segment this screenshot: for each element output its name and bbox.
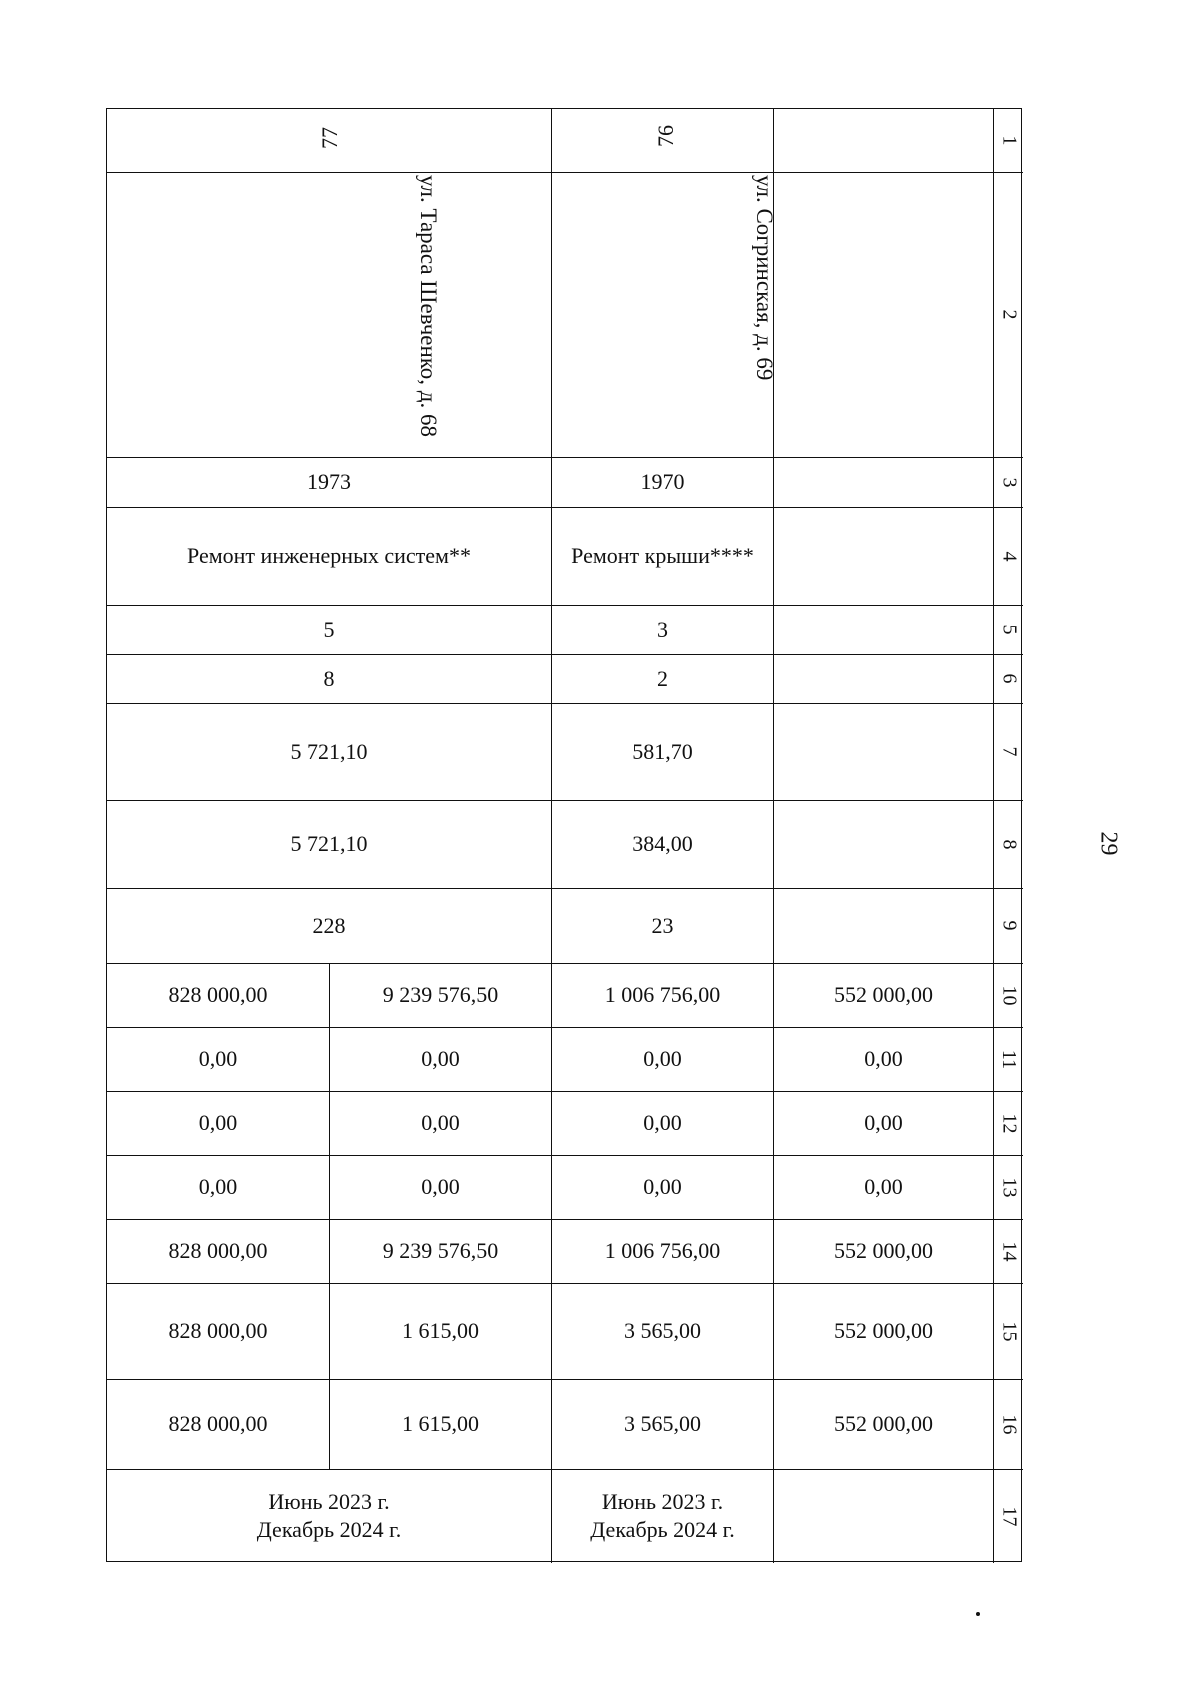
value-cell: 0,00 (198, 1046, 238, 1071)
area-living-76: 384,00 (632, 831, 693, 856)
value-cell: 3 565,00 (624, 1318, 701, 1343)
row-number: 15 (998, 1321, 1020, 1341)
capital-repair-table (106, 108, 1022, 1562)
row-number: 4 (998, 551, 1020, 561)
value-cell: 0,00 (198, 1174, 238, 1199)
value-cell: 552 000,00 (834, 1411, 933, 1436)
work-type-76: Ремонт крыши**** (571, 543, 754, 568)
value-cell: 0,00 (421, 1110, 460, 1135)
work-type-77: Ремонт инженерных систем** (187, 543, 471, 568)
residents-76: 23 (651, 912, 674, 938)
row-number: 2 (998, 309, 1020, 320)
period-77 (107, 1469, 551, 1563)
row-number: 5 (998, 624, 1020, 635)
row-number: 7 (998, 746, 1020, 757)
row-number: 6 (998, 673, 1020, 684)
value-cell: 0,00 (643, 1046, 682, 1071)
row-number: 13 (998, 1177, 1020, 1197)
value-cell: 0,00 (643, 1110, 682, 1135)
row-number: 9 (998, 920, 1020, 931)
value-cell: 0,00 (864, 1174, 903, 1199)
entrances-76: 2 (657, 665, 668, 691)
residents-77: 228 (312, 912, 346, 938)
period-end: Декабрь 2024 г. (256, 1517, 402, 1542)
item-number-76: 76 (653, 125, 678, 147)
address-76: ул. Согринская, д. 69 (752, 175, 777, 381)
period-end: Декабрь 2024 г. (590, 1517, 735, 1542)
value-cell: 0,00 (198, 1110, 238, 1135)
stray-dot (976, 1612, 980, 1616)
value-cell: 828 000,00 (168, 982, 268, 1007)
value-cell: 1 006 756,00 (604, 982, 721, 1007)
year-76: 1970 (640, 469, 685, 494)
row-number: 1 (998, 135, 1020, 146)
area-total-77: 5 721,10 (290, 738, 368, 764)
value-cell: 828 000,00 (168, 1318, 268, 1343)
area-living-77: 5 721,10 (290, 831, 368, 856)
period-start: Июнь 2023 г. (268, 1489, 390, 1514)
value-cell: 9 239 576,50 (382, 1238, 499, 1263)
item-number-77: 77 (317, 127, 342, 149)
row-number: 17 (998, 1506, 1020, 1526)
value-cell: 552 000,00 (834, 982, 933, 1007)
value-cell: 828 000,00 (168, 1238, 268, 1263)
floors-76: 3 (657, 616, 668, 642)
row-number: 10 (998, 985, 1020, 1005)
value-cell: 3 565,00 (624, 1411, 701, 1436)
value-cell: 0,00 (864, 1046, 903, 1071)
value-cell: 0,00 (421, 1046, 460, 1071)
period-76 (552, 1469, 773, 1563)
row-number: 3 (998, 477, 1020, 487)
row-number: 12 (998, 1113, 1020, 1133)
value-cell: 9 239 576,50 (382, 982, 499, 1007)
row-number: 14 (998, 1241, 1020, 1261)
value-cell: 828 000,00 (168, 1411, 268, 1436)
row-number: 11 (997, 1049, 1020, 1069)
value-cell: 1 615,00 (402, 1411, 479, 1436)
row-number: 16 (998, 1414, 1020, 1434)
value-cell: 552 000,00 (834, 1238, 933, 1263)
value-cell: 552 000,00 (834, 1318, 933, 1343)
entrances-77: 8 (323, 665, 335, 691)
row-number: 8 (998, 839, 1020, 849)
value-cell: 1 615,00 (402, 1318, 479, 1343)
year-77: 1973 (307, 469, 351, 494)
row-line (107, 172, 1023, 173)
address-77: ул. Тараса Шевченко, д. 68 (416, 175, 441, 437)
page-number: 29 (1095, 831, 1122, 856)
floors-77: 5 (323, 616, 335, 642)
period-start: Июнь 2023 г. (601, 1489, 724, 1514)
area-total-76: 581,70 (632, 738, 693, 764)
value-cell: 0,00 (421, 1174, 460, 1199)
value-cell: 0,00 (643, 1174, 682, 1199)
value-cell: 1 006 756,00 (604, 1238, 721, 1263)
value-cell: 0,00 (864, 1110, 903, 1135)
